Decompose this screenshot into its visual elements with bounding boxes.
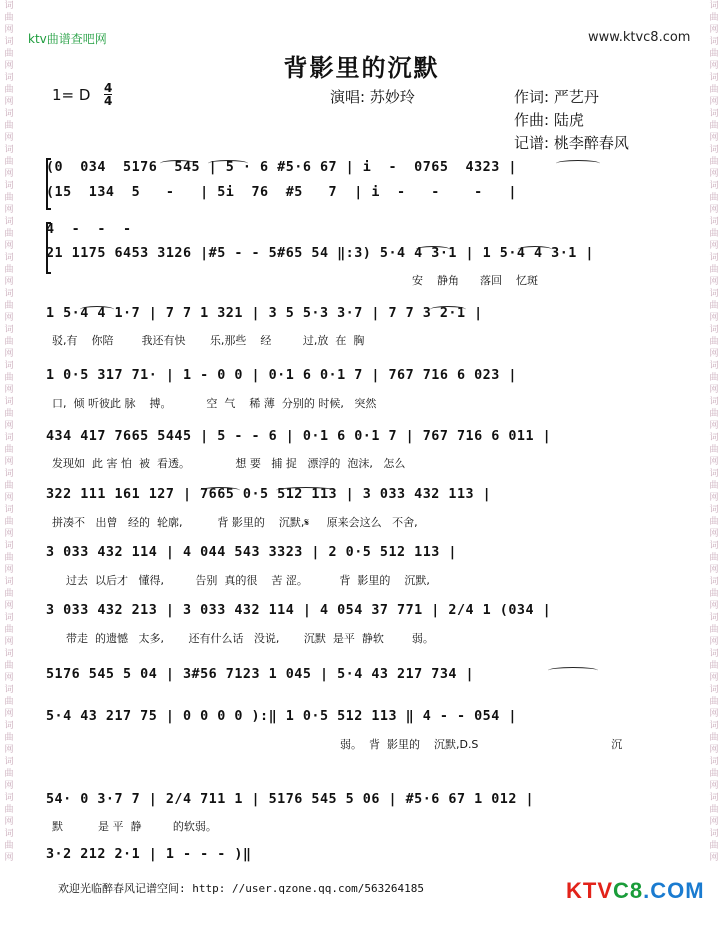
lyric-line: 驳,有 你陪 我还有快 乐,那些 经 过,放 在 胸 <box>52 334 365 347</box>
notation-row: 3 033 432 114 | 4 044 543 3323 | 2 0·5 512 113 | <box>46 545 457 560</box>
notation-row: 434 417 7665 5445 | 5 - - 6 | 0·1 6 0·1 7 | 767 716 6 011 | <box>46 429 552 444</box>
notation-row: (0 034 5176 545 | 5 · 6 #5·6 67 | i - 0765 4323 | <box>46 160 517 175</box>
site-watermark: ktv曲谱查吧网 <box>28 32 107 46</box>
song-title: 背影里的沉默 <box>283 53 440 82</box>
slur-mark <box>518 246 552 253</box>
slur-mark <box>556 160 600 167</box>
key-signature: 1= D <box>52 86 91 104</box>
lyric-line: 过去 以后才 懂得, 告别 真的很 苦 涩。 背 影里的 沉默, <box>52 574 430 587</box>
lyric-line: 带走 的遗憾 太多, 还有什么话 没说, 沉默 是平 静软 弱。 <box>52 632 434 645</box>
slur-mark <box>430 306 466 313</box>
slur-mark <box>548 667 598 674</box>
slur-mark <box>80 306 114 313</box>
time-sig-numerator: 4 <box>104 81 113 95</box>
lyric-line: 发现如 此 害 怕 被 看透。 想 要 捕 捉 漂浮的 泡沫, 怎么 <box>52 457 406 470</box>
notation-row: 4 - - - <box>46 222 132 237</box>
site-url: www.ktvc8.com <box>588 30 691 45</box>
singer-credit: 演唱: 苏妙玲 <box>330 88 415 106</box>
lyric-line: 弱。 背 影里的 沉默,D.S 沉 <box>340 738 623 751</box>
time-sig-denominator: 4 <box>104 94 113 108</box>
lyric-line: 默 是 平 静 的软弱。 <box>52 820 217 833</box>
composer-credit: 作曲: 陆虎 <box>514 111 584 129</box>
slur-mark <box>276 487 336 494</box>
lyric-line: 口, 倾 听彼此 脉 搏。 空 气 稀 薄 分别的 时候, 突然 <box>52 397 377 410</box>
transcriber-credit: 记谱: 桃李醉春风 <box>514 134 629 152</box>
time-signature <box>104 82 112 107</box>
slur-mark <box>200 487 240 494</box>
slur-mark <box>160 160 196 167</box>
notation-row: 1 0·5 317 71· | 1 - 0 0 | 0·1 6 0·1 7 | 767 716 6 023 | <box>46 368 517 383</box>
logo-part-com: .COM <box>643 878 705 903</box>
notation-row: 5176 545 5 04 | 3#56 7123 1 045 | 5·4 43 217 734 | <box>46 667 475 682</box>
side-watermark-right: 词曲网词曲网词曲网词曲网词曲网词曲网词曲网词曲网词曲网词曲网词曲网词曲网词曲网词曲网词曲网词曲网词曲网词曲网词曲网词曲网词曲网词曲网词曲网词曲网 <box>709 1 719 863</box>
notation-row: 1 5·4 4 1·7 | 7 7 1 321 | 3 5 5·3 3·7 | 7 7 3 2·1 | <box>46 306 483 321</box>
slur-mark <box>208 160 248 167</box>
side-watermark-left: 词曲网词曲网词曲网词曲网词曲网词曲网词曲网词曲网词曲网词曲网词曲网词曲网词曲网词曲网词曲网词曲网词曲网词曲网词曲网词曲网词曲网词曲网词曲网词曲网 <box>4 1 14 863</box>
lyric-line: 拼凑不 出曾 经的 轮廓, 背 影里的 沉默,𝄋 原来会这么 不舍, <box>52 516 418 529</box>
notation-row: 5·4 43 217 75 | 0 0 0 0 ):‖ 1 0·5 512 113 ‖ 4 - - 054 | <box>46 709 517 724</box>
lyricist-credit: 作词: 严艺丹 <box>514 88 599 106</box>
lyric-line: 安 静角 落回 忆斑 <box>412 274 538 287</box>
notation-row: (15 134 5 - | 5i 76 #5 7 | i - - - | <box>46 185 517 200</box>
logo-part-c8: C8 <box>613 878 644 903</box>
notation-row: 322 111 161 127 | 7665 0·5 512 113 | 3 033 432 113 | <box>46 487 492 502</box>
notation-row: 54· 0 3·7 7 | 2/4 711 1 | 5176 545 5 06 | #5·6 67 1 012 | <box>46 792 535 807</box>
notation-row: 3·2 212 2·1 | 1 - - - )‖ <box>46 847 252 862</box>
notation-row: 3 033 432 213 | 3 033 432 114 | 4 054 37 771 | 2/4 1 (034 | <box>46 603 552 618</box>
notation-row: 21 1175 6453 3126 |#5 - - 5#65 54 ‖:3) 5·4 4 3·1 | 1 5·4 4 3·1 | <box>46 246 594 261</box>
logo-part-ktv: KTV <box>566 878 613 903</box>
footer-note: 欢迎光临醉春风记谱空间: http: //user.qzone.qq.com/563264185 <box>58 882 425 895</box>
slur-mark <box>416 246 450 253</box>
site-logo <box>566 878 705 904</box>
